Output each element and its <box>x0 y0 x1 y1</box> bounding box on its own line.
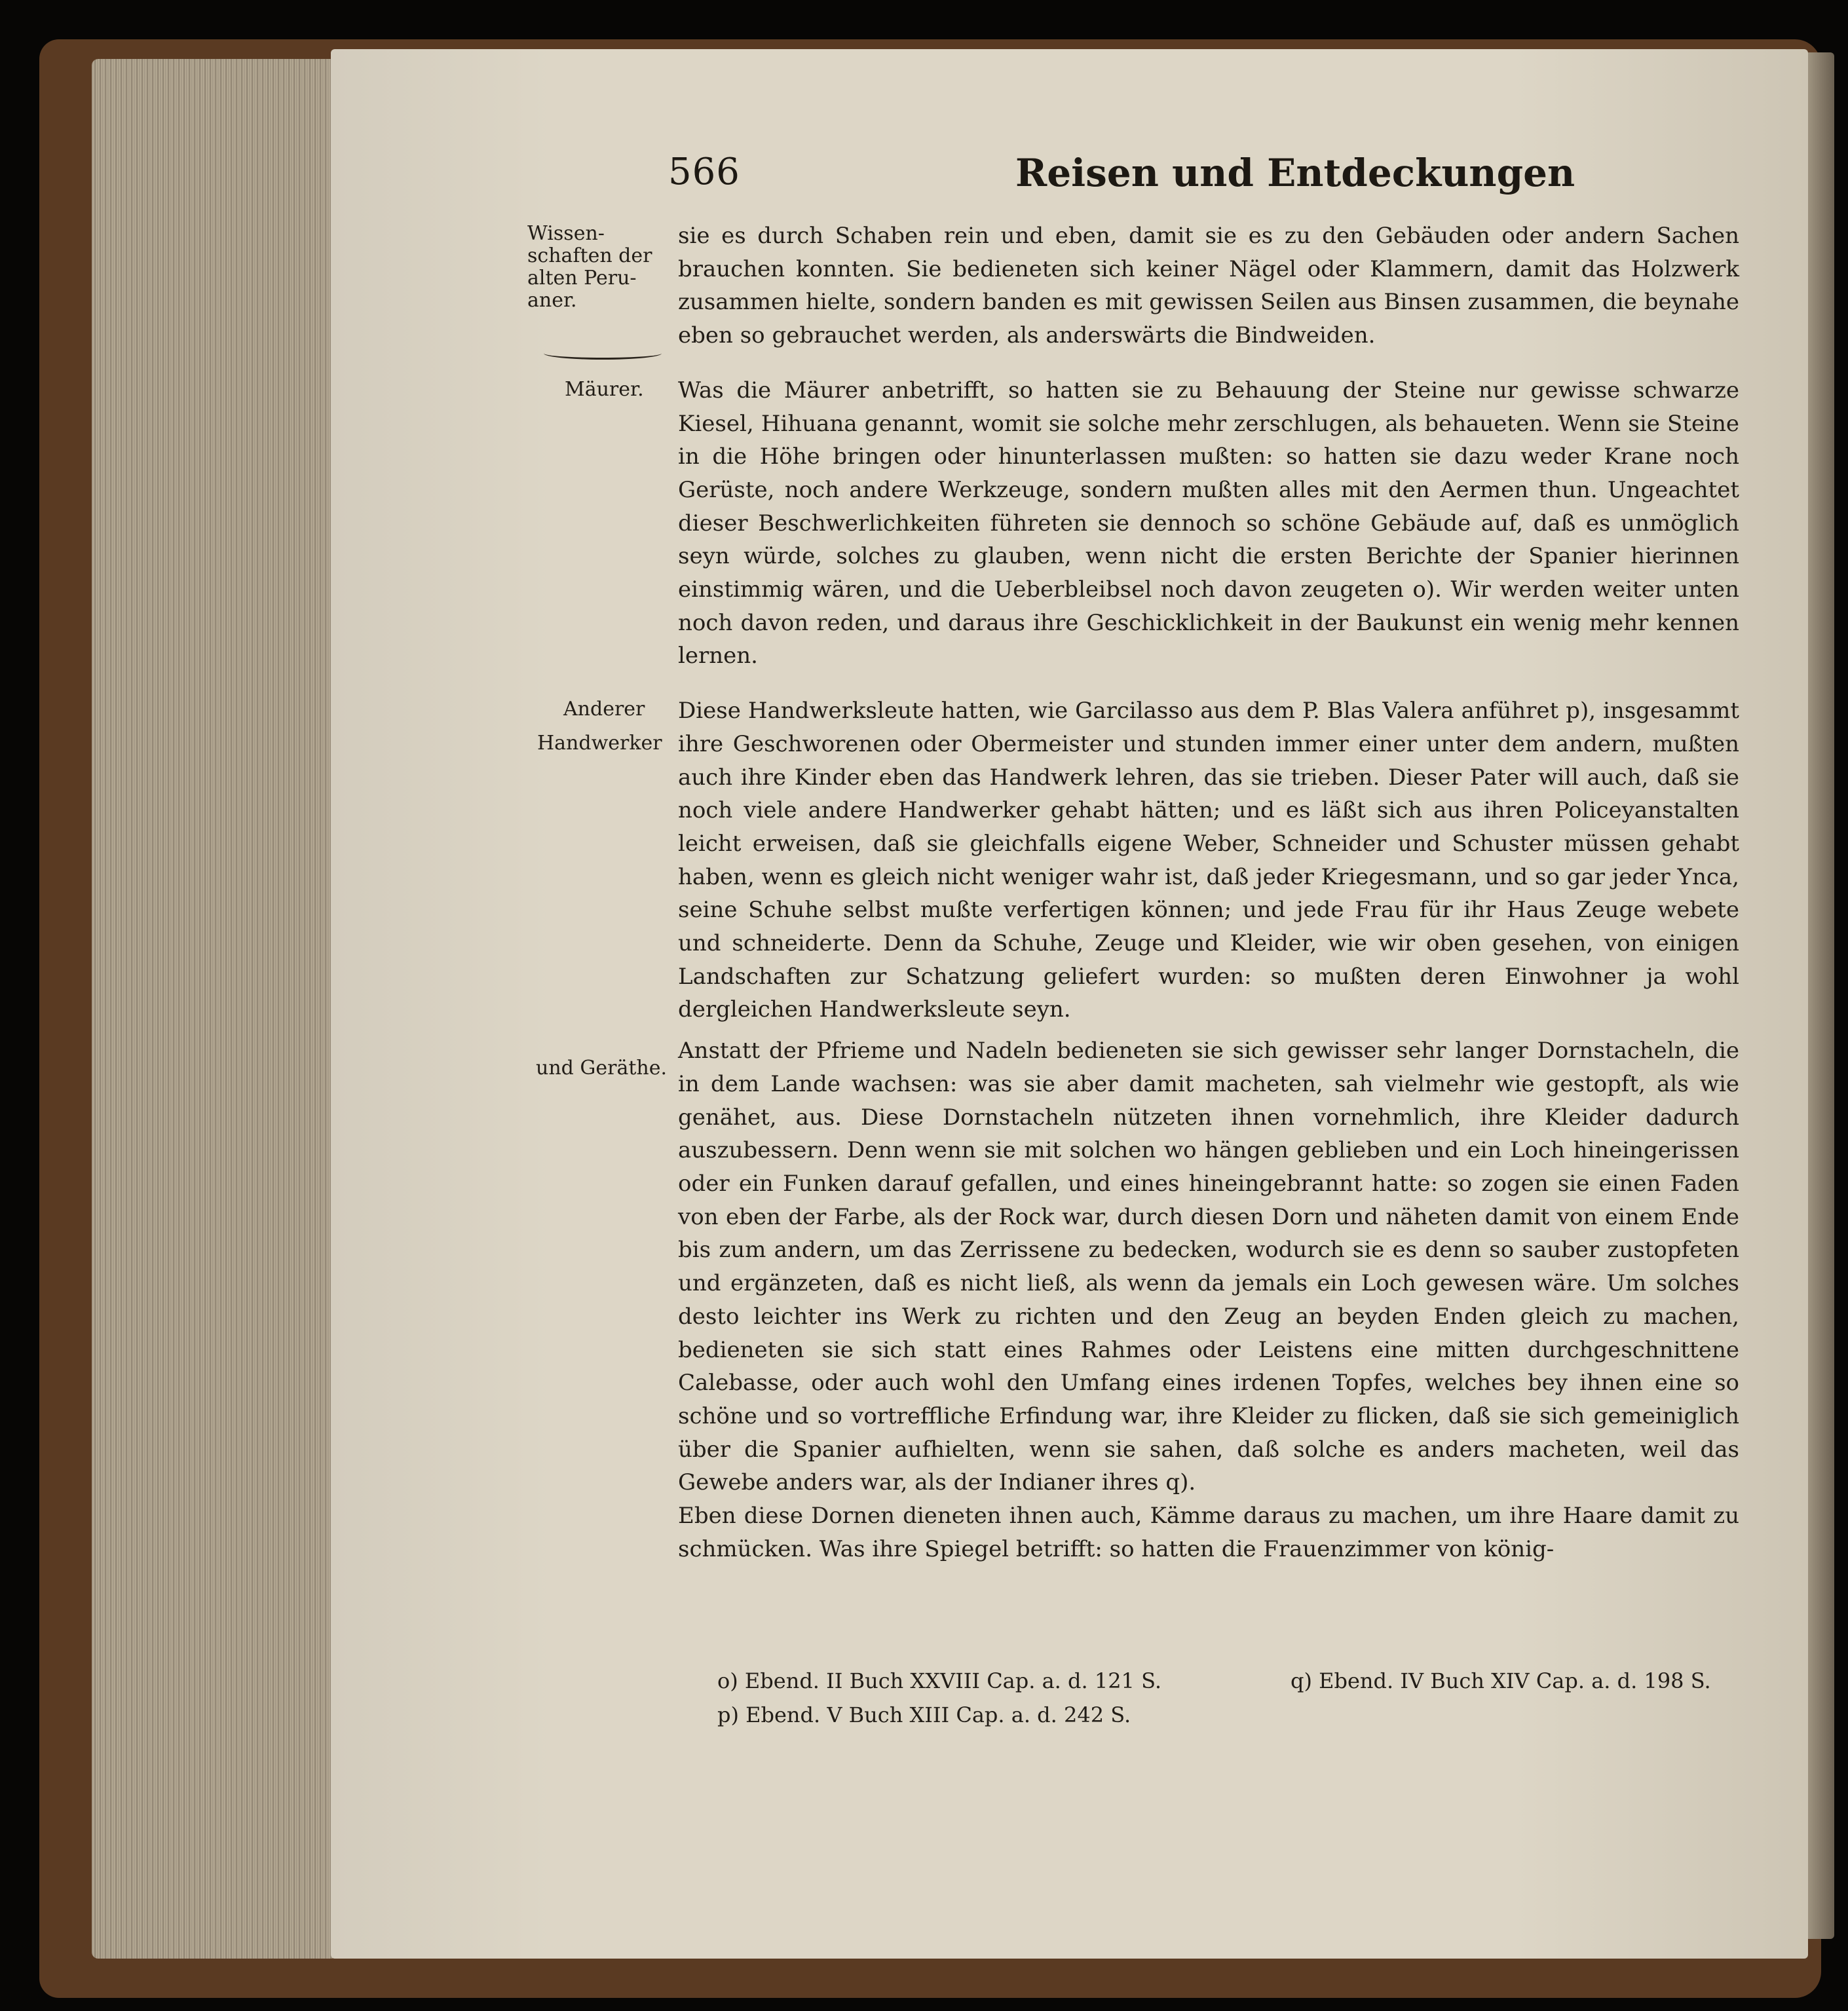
margin-brace <box>544 347 662 360</box>
footnote-p: p) Ebend. V Buch XIII Cap. a. d. 242 S. <box>717 1702 1131 1727</box>
margin-note-anderer: Anderer <box>563 698 645 721</box>
paragraph-1: sie es durch Schaben rein und eben, damit sie es zu den Gebäuden oder andern Sachen brauchen konnten. Sie bedieneten sich keiner Nägel oder Klammern, damit das Holzwerk zusammen hielte, sondern banden es mit gewissen Seilen aus Binsen zusammen, die beynahe eben so gebrauchet werden, als anderswärts die Bindweiden. <box>678 223 1739 349</box>
paragraph-2: Was die Mäurer anbetrifft, so hatten sie zu Behauung der Steine nur gewisse schwarze Kiesel, Hihuana genannt, womit sie solche mehr zerschlugen, als behaueten. Wenn sie Steine in die Höhe bringen oder hinunterlassen mußten: so hatten sie dazu weder Krane noch Gerüste, noch andere Werkzeuge, sondern mußten alles mit den Aermen thun. Ungeachtet dieser Beschwerlichkeiten führeten sie dennoch so schöne Gebäude auf, daß es unmöglich seyn würde, solches zu glauben, wenn nicht die ersten Berichte der Spanier hierinnen einstimmig wären, und die Ueberbleibsel noch davon zeugeten o). Wir werden weiter unten noch davon reden, und daraus ihre Geschicklichkeit in der Baukunst ein wenig mehr kennen lernen. <box>678 377 1739 669</box>
page-number: 566 <box>668 151 740 193</box>
body-text <box>678 219 1739 1566</box>
running-title: Reisen und Entdeckungen <box>1015 151 1575 195</box>
footnote-o: o) Ebend. II Buch XXVIII Cap. a. d. 121 S. <box>717 1668 1162 1693</box>
page-edges <box>92 59 337 1959</box>
paragraph-4: Anstatt der Pfrieme und Nadeln bedieneten sie sich gewisser sehr langer Dornstacheln, die in dem Lande wachsen: was sie aber damit macheten, sah vielmehr wie gestopft, als wie genähet, aus. Diese Dornstacheln nützeten ihnen vornehmlich, ihre Kleider dadurch auszubessern. Denn wenn sie mit solchen wo hängen geblieben und ein Loch hineingerissen oder ein Funken darauf gefallen, und eines hineingebrannt hatte: so zogen sie einen Faden von eben der Farbe, als der Rock war, durch diesen Dorn und näheten damit von einem Ende bis zum andern, um das Zerrissene zu bedecken, wodurch sie es denn so sauber zustopfeten und ergänzeten, daß es nicht ließ, als wenn da jemals ein Loch gewesen wäre. Um solches desto leichter ins Werk zu richten und den Zeug an beyden Enden gleich zu machen, bedieneten sie sich statt eines Rahmes oder Leistens eine mitten durchgeschnittene Calebasse, oder auch wohl den Umfang eines irdenen Topfes, welches bey ihnen eine so schöne und so vortreffliche Erfindung war, ihre Kleider zu flicken, daß sie sich gemeiniglich über die Spanier aufhielten, wenn sie sahen, daß solche es anders macheten, weil das Gewebe anders war, als der Indianer ihres q). <box>678 1038 1739 1496</box>
margin-note-wissenschaften: Wissen- schaften der alten Peru- aner. <box>527 222 652 312</box>
margin-note-gerathe: und Geräthe. <box>536 1057 667 1080</box>
paragraph-5: Eben diese Dornen dieneten ihnen auch, Kämme daraus zu machen, um ihre Haare damit zu schmücken. Was ihre Spiegel betrifft: so hatten die Frauenzimmer von könig- <box>678 1503 1739 1562</box>
facing-page-edge <box>1805 52 1834 1939</box>
margin-note-handwerker: Handwerker <box>537 732 662 755</box>
margin-note-maurer: Mäurer. <box>565 378 644 401</box>
page-header <box>668 151 1575 210</box>
footnote-q: q) Ebend. IV Buch XIV Cap. a. d. 198 S. <box>1291 1668 1711 1693</box>
paragraph-3: Diese Handwerksleute hatten, wie Garcilasso aus dem P. Blas Valera anführet p), insgesammt ihre Geschworenen oder Obermeister und stunden immer einer unter dem andern, mußten auch ihre Kinder eben das Handwerk lehren, das sie trieben. Dieser Pater will auch, daß sie noch viele andere Handwerker gehabt hätten; und es läßt sich aus ihren Policeyanstalten leicht erweisen, daß sie gleichfalls eigene Weber, Schneider und Schuster müssen gehabt haben, wenn es gleich nicht weniger wahr ist, daß jeder Kriegesmann, und so gar jeder Ynca, seine Schuhe selbst mußte verfertigen können; und jede Frau für ihr Haus Zeuge webete und schneiderte. Denn da Schuhe, Zeuge und Kleider, wie wir oben gesehen, von einigen Landschaften zur Schatzung geliefert wurden: so mußten deren Einwohner ja wohl dergleichen Handwerksleute seyn. <box>678 698 1739 1023</box>
